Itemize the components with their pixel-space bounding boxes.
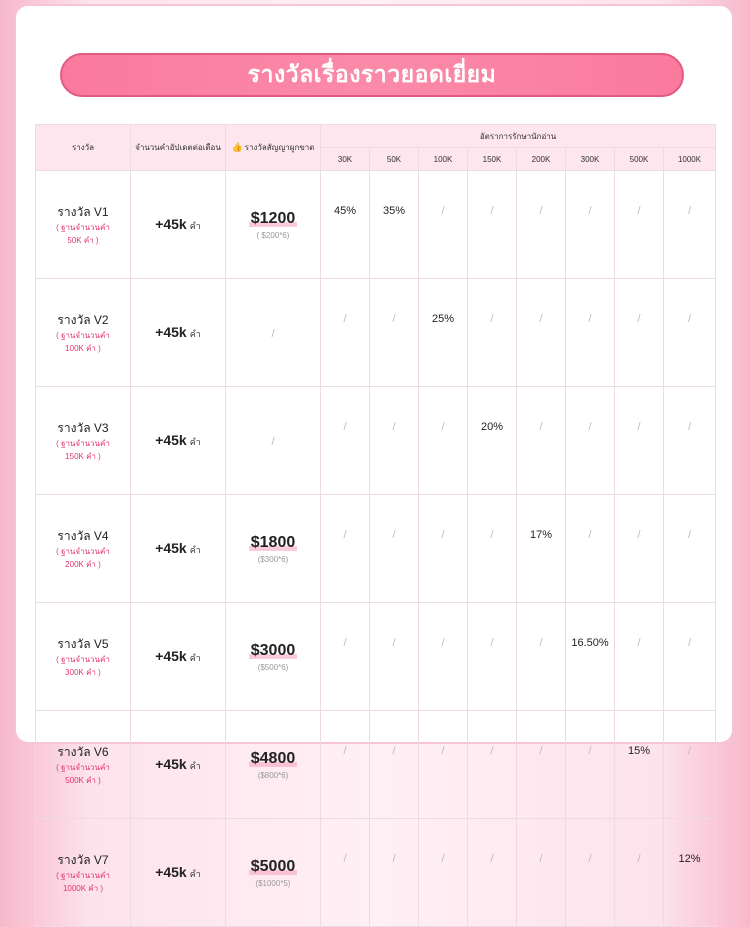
- reward-base-line1: ( ฐานจำนวนคำ: [56, 330, 110, 340]
- reward-cell: [36, 819, 131, 927]
- page-title: รางวัลเรื่องราวยอดเยี่ยม: [60, 53, 684, 97]
- retention-cell: [321, 171, 370, 279]
- retention-cell: [370, 603, 419, 711]
- retention-cell: [615, 171, 664, 279]
- empty-slash: /: [392, 853, 396, 865]
- empty-slash: /: [343, 853, 347, 865]
- empty-slash: /: [392, 637, 396, 649]
- reward-cell: [36, 387, 131, 495]
- retention-cell: [370, 495, 419, 603]
- monthly-cell: [131, 279, 226, 387]
- tier-header: 50K: [370, 148, 419, 171]
- monthly-value: +45k: [155, 215, 187, 232]
- empty-slash: /: [392, 745, 396, 757]
- empty-slash: /: [539, 421, 543, 433]
- empty-slash: /: [343, 421, 347, 433]
- tier-header: 1000K: [664, 148, 716, 171]
- reward-base-line2: 300K คำ ): [65, 667, 101, 677]
- monthly-unit: คำ: [189, 544, 201, 555]
- retention-cell: [664, 279, 716, 387]
- retention-cell: [517, 711, 566, 819]
- empty-slash: /: [588, 421, 592, 433]
- retention-cell: [370, 279, 419, 387]
- reward-name: รางวัล V5: [57, 636, 109, 651]
- empty-slash: /: [687, 637, 692, 649]
- monthly-cell: [131, 603, 226, 711]
- reward-cell: [36, 711, 131, 819]
- retention-cell: [468, 171, 517, 279]
- retention-cell: [615, 603, 664, 711]
- contract-cell: [226, 711, 321, 819]
- retention-cell: [664, 819, 716, 927]
- retention-cell: [664, 171, 716, 279]
- reward-base-line2: 200K คำ ): [65, 559, 101, 569]
- retention-cell: [615, 279, 664, 387]
- contract-amount: $4800: [250, 749, 296, 767]
- contract-amount: $3000: [250, 641, 296, 659]
- reward-base-line2: 150K คำ ): [65, 451, 101, 461]
- retention-rate: 35%: [382, 205, 406, 217]
- retention-cell: [321, 819, 370, 927]
- table-row: [36, 711, 716, 819]
- reward-base-line1: ( ฐานจำนวนคำ: [56, 762, 110, 772]
- retention-cell: [419, 711, 468, 819]
- monthly-value: +45k: [155, 431, 187, 448]
- contract-cell: [226, 495, 321, 603]
- empty-slash: /: [490, 853, 494, 865]
- empty-slash: /: [539, 637, 543, 649]
- retention-cell: [664, 603, 716, 711]
- empty-slash: /: [271, 435, 275, 448]
- empty-slash: /: [637, 421, 641, 433]
- empty-slash: /: [441, 637, 445, 649]
- reward-base-line1: ( ฐานจำนวนคำ: [56, 222, 110, 232]
- reward-name: รางวัล V2: [57, 312, 109, 327]
- empty-slash: /: [687, 205, 692, 217]
- empty-slash: /: [441, 745, 445, 757]
- retention-cell: [468, 711, 517, 819]
- retention-cell: [370, 387, 419, 495]
- reward-base-line1: ( ฐานจำนวนคำ: [56, 654, 110, 664]
- table-row: [36, 171, 716, 279]
- empty-slash: /: [343, 745, 347, 757]
- retention-cell: [419, 603, 468, 711]
- monthly-unit: คำ: [189, 760, 201, 771]
- retention-rate: 45%: [333, 205, 357, 217]
- reward-cell: [36, 279, 131, 387]
- retention-cell: [419, 387, 468, 495]
- empty-slash: /: [392, 421, 396, 433]
- retention-cell: [566, 819, 615, 927]
- header-contract: [226, 125, 321, 171]
- empty-slash: /: [441, 529, 445, 541]
- retention-rate: 12%: [678, 853, 701, 865]
- retention-cell: [517, 387, 566, 495]
- retention-cell: [664, 711, 716, 819]
- reward-base-line2: 1000K คำ ): [62, 883, 104, 893]
- reward-cell: [36, 603, 131, 711]
- table-row: [36, 279, 716, 387]
- reward-table: [35, 124, 716, 927]
- monthly-unit: คำ: [189, 868, 201, 879]
- table-row: [36, 603, 716, 711]
- reward-base-line2: 100K คำ ): [65, 343, 101, 353]
- empty-slash: /: [441, 421, 445, 433]
- monthly-value: +45k: [155, 755, 187, 772]
- empty-slash: /: [588, 745, 592, 757]
- retention-cell: [419, 819, 468, 927]
- reward-name: รางวัล V3: [57, 420, 109, 435]
- contract-amount: $1800: [250, 533, 296, 551]
- empty-slash: /: [539, 205, 543, 217]
- retention-cell: [419, 279, 468, 387]
- retention-cell: [419, 495, 468, 603]
- tier-header: 300K: [566, 148, 615, 171]
- retention-cell: [321, 495, 370, 603]
- contract-cell: [226, 819, 321, 927]
- thumbs-up-icon: 👍: [231, 142, 243, 152]
- retention-cell: [321, 711, 370, 819]
- monthly-unit: คำ: [189, 436, 201, 447]
- retention-cell: [615, 387, 664, 495]
- monthly-unit: คำ: [189, 652, 201, 663]
- retention-cell: [566, 387, 615, 495]
- contract-formula: ($300*6): [257, 554, 289, 564]
- empty-slash: /: [637, 205, 641, 217]
- empty-slash: /: [588, 313, 592, 325]
- empty-slash: /: [271, 327, 275, 340]
- header-contract-label: รางวัลสัญญาผูกขาด: [244, 143, 315, 152]
- reward-cell: [36, 171, 131, 279]
- retention-cell: [468, 495, 517, 603]
- reward-base-line2: 50K คำ ): [67, 235, 99, 245]
- retention-cell: [419, 171, 468, 279]
- retention-cell: [370, 819, 419, 927]
- retention-cell: [468, 603, 517, 711]
- tier-header: 200K: [517, 148, 566, 171]
- reward-base-line1: ( ฐานจำนวนคำ: [56, 870, 110, 880]
- contract-formula: ($1000*5): [255, 878, 291, 888]
- monthly-value: +45k: [155, 863, 187, 880]
- empty-slash: /: [490, 313, 494, 325]
- monthly-unit: คำ: [189, 220, 201, 231]
- retention-cell: [517, 279, 566, 387]
- reward-base-line2: 500K คำ ): [65, 775, 101, 785]
- empty-slash: /: [441, 853, 445, 865]
- reward-base-line1: ( ฐานจำนวนคำ: [56, 438, 110, 448]
- empty-slash: /: [539, 853, 543, 865]
- retention-cell: [566, 711, 615, 819]
- contract-amount: $5000: [250, 857, 296, 875]
- retention-cell: [615, 819, 664, 927]
- reward-cell: [36, 495, 131, 603]
- table-row: [36, 387, 716, 495]
- retention-cell: [517, 171, 566, 279]
- empty-slash: /: [490, 529, 494, 541]
- monthly-value: +45k: [155, 539, 187, 556]
- monthly-cell: [131, 387, 226, 495]
- contract-cell: [226, 603, 321, 711]
- reward-name: รางวัล V6: [57, 744, 109, 759]
- retention-cell: [664, 495, 716, 603]
- retention-cell: [566, 603, 615, 711]
- empty-slash: /: [687, 313, 692, 325]
- retention-rate: 15%: [627, 745, 651, 757]
- empty-slash: /: [539, 313, 543, 325]
- tier-header: 150K: [468, 148, 517, 171]
- reward-base-line1: ( ฐานจำนวนคำ: [56, 546, 110, 556]
- retention-cell: [321, 387, 370, 495]
- retention-cell: [321, 603, 370, 711]
- monthly-cell: [131, 819, 226, 927]
- contract-formula: ($800*6): [257, 770, 289, 780]
- retention-cell: [370, 171, 419, 279]
- monthly-cell: [131, 171, 226, 279]
- reward-name: รางวัล V7: [57, 852, 109, 867]
- retention-cell: [615, 711, 664, 819]
- retention-cell: [468, 819, 517, 927]
- tier-header: 100K: [419, 148, 468, 171]
- retention-cell: [468, 387, 517, 495]
- table-row: [36, 819, 716, 927]
- empty-slash: /: [490, 745, 494, 757]
- retention-cell: [664, 387, 716, 495]
- retention-rate: 25%: [431, 313, 455, 325]
- reward-name: รางวัล V1: [57, 204, 109, 219]
- retention-cell: [321, 279, 370, 387]
- tier-header: 30K: [321, 148, 370, 171]
- empty-slash: /: [687, 421, 692, 433]
- contract-formula: ($500*6): [257, 662, 289, 672]
- retention-rate: 16.50%: [571, 637, 609, 649]
- monthly-value: +45k: [155, 323, 187, 340]
- monthly-cell: [131, 711, 226, 819]
- empty-slash: /: [637, 313, 641, 325]
- retention-cell: [566, 279, 615, 387]
- empty-slash: /: [539, 745, 543, 757]
- retention-cell: [517, 819, 566, 927]
- retention-cell: [517, 495, 566, 603]
- empty-slash: /: [343, 313, 347, 325]
- contract-formula: ( $200*6): [256, 230, 290, 240]
- contract-cell: [226, 387, 321, 495]
- retention-cell: [468, 279, 517, 387]
- contract-cell: [226, 279, 321, 387]
- empty-slash: /: [637, 529, 641, 541]
- tier-header: 500K: [615, 148, 664, 171]
- header-reward: รางวัล: [36, 125, 131, 171]
- retention-cell: [370, 711, 419, 819]
- monthly-unit: คำ: [189, 328, 201, 339]
- retention-cell: [566, 495, 615, 603]
- header-monthly: จำนวนคำอัปเดตต่อเดือน: [131, 125, 226, 171]
- retention-cell: [615, 495, 664, 603]
- retention-rate: 17%: [529, 529, 553, 541]
- empty-slash: /: [687, 529, 692, 541]
- empty-slash: /: [637, 637, 641, 649]
- retention-cell: [517, 603, 566, 711]
- monthly-value: +45k: [155, 647, 187, 664]
- reward-name: รางวัล V4: [57, 528, 109, 543]
- empty-slash: /: [392, 313, 396, 325]
- retention-cell: [566, 171, 615, 279]
- contract-amount: $1200: [250, 209, 296, 227]
- empty-slash: /: [343, 529, 347, 541]
- contract-cell: [226, 171, 321, 279]
- empty-slash: /: [392, 529, 396, 541]
- empty-slash: /: [588, 529, 592, 541]
- empty-slash: /: [490, 205, 494, 217]
- monthly-cell: [131, 495, 226, 603]
- table-row: [36, 495, 716, 603]
- empty-slash: /: [588, 853, 592, 865]
- header-retention: อัตราการรักษานักอ่าน: [321, 125, 716, 148]
- empty-slash: /: [343, 637, 347, 649]
- empty-slash: /: [441, 205, 445, 217]
- empty-slash: /: [687, 745, 692, 757]
- retention-rate: 20%: [480, 421, 504, 433]
- empty-slash: /: [490, 637, 494, 649]
- empty-slash: /: [637, 853, 641, 865]
- empty-slash: /: [588, 205, 592, 217]
